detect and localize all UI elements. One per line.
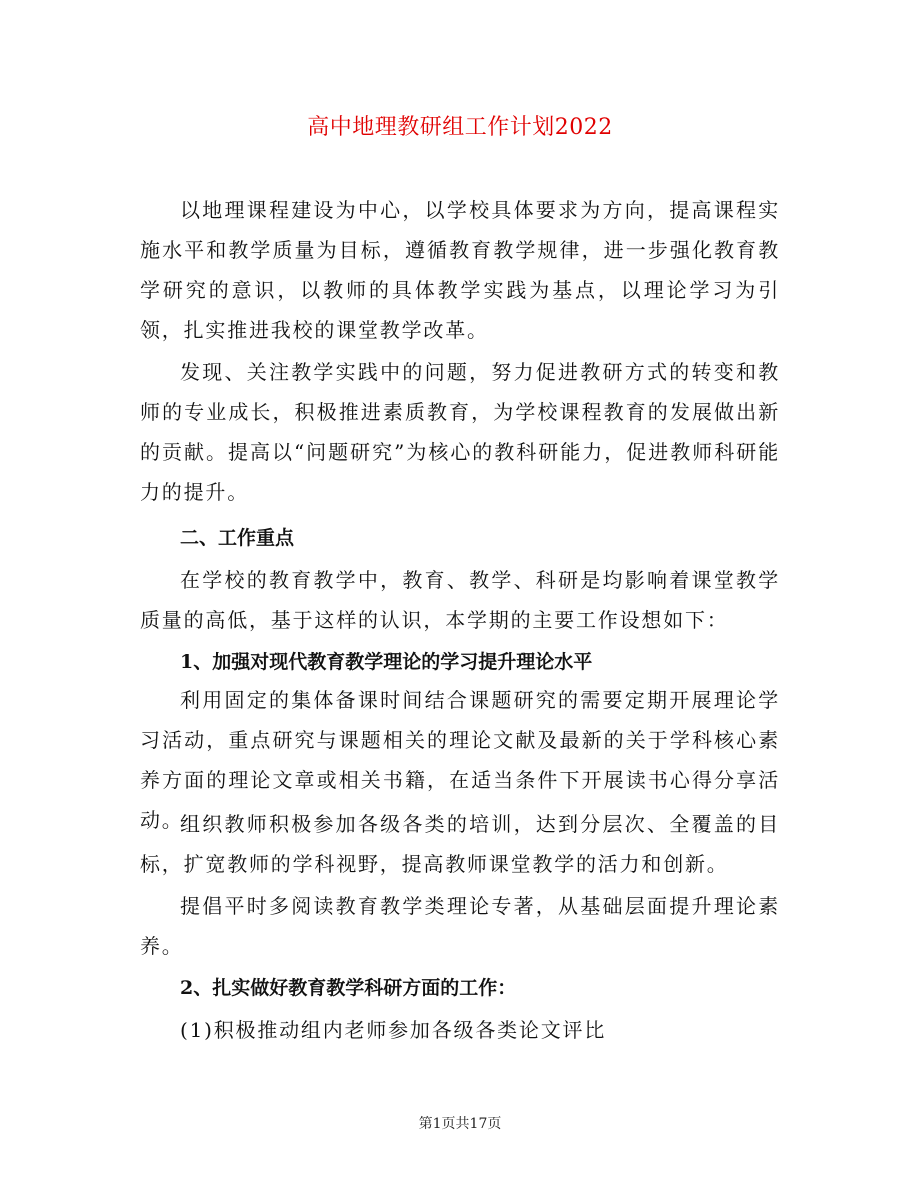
paragraph-7: (1)积极推动组内老师参加各级各类论文评比	[180, 1018, 607, 1042]
paragraph-4: 利用固定的集体备课时间结合课题研究的需要定期开展理论学习活动，重点研究与课题相关的理论文献及最新的关于学科核心素养方面的理论文章或相关书籍，在适当条件下开展读书心得分享活动。	[140, 688, 780, 832]
paragraph-3: 在学校的教育教学中，教育、教学、科研是均影响着课堂教学质量的高低，基于这样的认识，本学期的主要工作设想如下：	[140, 568, 780, 632]
page-number-footer: 第1页共17页	[418, 1116, 502, 1132]
heading-work-focus: 二、工作重点	[180, 527, 295, 549]
paragraph-5: 组织教师积极参加各级各类的培训，达到分层次、全覆盖的目标，扩宽教师的学科视野，提高教师课堂教学的活力和创新。	[140, 812, 780, 876]
heading-research-work: 2、扎实做好教育教学科研方面的工作：	[180, 977, 517, 999]
paragraph-2: 发现、关注教学实践中的问题，努力促进教研方式的转变和教师的专业成长，积极推进素质教育，为学校课程教育的发展做出新的贡献。提高以“问题研究”为核心的教科研能力，促进教师科研能力的提升。	[140, 360, 780, 504]
paragraph-6: 提倡平时多阅读教育教学类理论专著，从基础层面提升理论素养。	[140, 894, 780, 958]
paragraph-1: 以地理课程建设为中心，以学校具体要求为方向，提高课程实施水平和教学质量为目标，遵循教育教学规律，进一步强化教育教学研究的意识，以教师的具体教学实践为基点，以理论学习为引领，扎实推进我校的课堂教学改革。	[140, 198, 780, 342]
document-title: 高中地理教研组工作计划2022	[307, 115, 613, 140]
heading-theory-learning: 1、加强对现代教育教学理论的学习提升理论水平	[180, 651, 593, 673]
